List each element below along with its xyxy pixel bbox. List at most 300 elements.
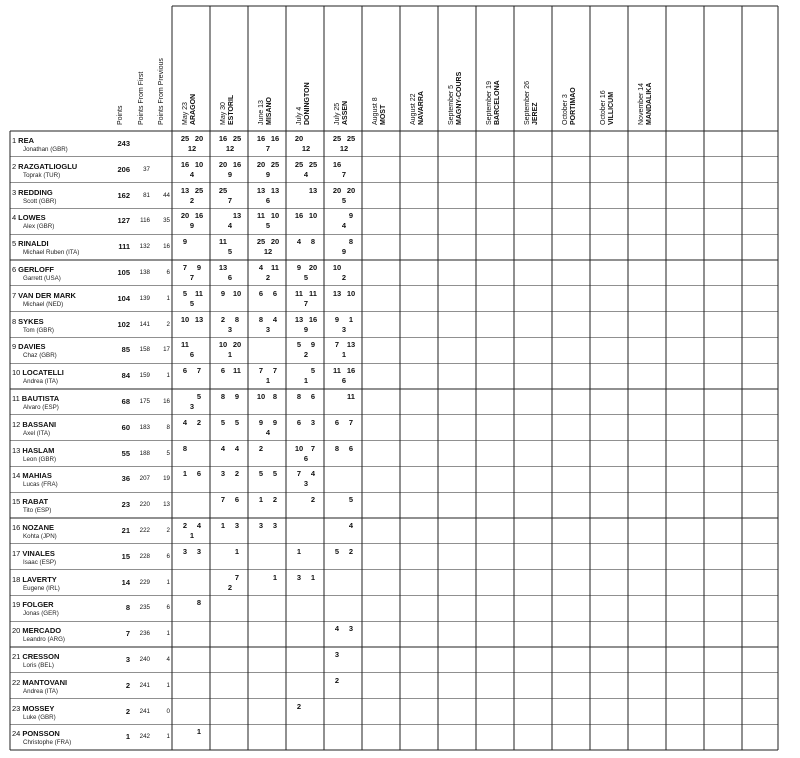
rider-first-name: Tom xyxy=(23,326,35,334)
rider-details xyxy=(23,481,58,488)
superpole-points: 9 xyxy=(303,324,309,334)
event-date: September 19 xyxy=(486,81,493,125)
superpole-points: 6 xyxy=(189,350,195,360)
rider-points: 68 xyxy=(121,397,130,406)
superpole-points: 2 xyxy=(265,273,271,282)
race2-points: 10 xyxy=(346,288,356,298)
rider-points: 104 xyxy=(117,293,130,303)
rider-surname: LOWES xyxy=(18,213,46,223)
superpole-points: 7 xyxy=(189,273,195,282)
race-cell xyxy=(172,649,210,671)
rider-first-name: Tito xyxy=(23,507,34,515)
race-cell xyxy=(248,391,286,413)
rider-name xyxy=(12,136,34,145)
rider-surname: MERCADO xyxy=(22,626,62,636)
race1-points: 4 xyxy=(182,417,188,427)
superpole-points: 1 xyxy=(189,531,195,540)
rider-points: 8 xyxy=(125,603,130,613)
race-cell xyxy=(210,701,248,723)
race-cell xyxy=(172,572,210,594)
race1-points: 5 xyxy=(220,417,226,427)
points-from-first: 228 xyxy=(139,552,150,560)
event-date: July 25 xyxy=(334,102,341,125)
table-row xyxy=(0,724,800,750)
race1-points: 1 xyxy=(296,546,302,556)
table-row xyxy=(0,337,800,363)
race2-points: 2 xyxy=(272,495,278,505)
rider-surname: MAHIAS xyxy=(22,471,52,481)
race-cell xyxy=(324,314,362,336)
points-from-first: 158 xyxy=(139,346,150,354)
race-cell xyxy=(210,675,248,697)
rider-position: 7 xyxy=(12,290,17,300)
points-from-first: 241 xyxy=(139,681,150,689)
race2-points: 9 xyxy=(348,211,354,221)
points-from-first: 37 xyxy=(143,165,150,173)
race2-points: 5 xyxy=(272,469,278,479)
race2-points: 10 xyxy=(194,159,204,169)
rider-position: 22 xyxy=(12,677,21,687)
event-date: August 8 xyxy=(372,97,379,125)
points-from-first: 236 xyxy=(139,630,150,638)
rider-position: 19 xyxy=(12,600,21,610)
race-cell xyxy=(286,623,324,645)
superpole-points: 6 xyxy=(265,195,271,205)
superpole-points: 9 xyxy=(265,169,271,179)
rider-first-name: Toprak xyxy=(23,171,42,179)
rider-details xyxy=(23,378,58,385)
superpole-points: 3 xyxy=(265,324,271,334)
race1-points: 2 xyxy=(334,675,340,685)
race1-points: 13 xyxy=(332,288,342,298)
points-from-first: 207 xyxy=(139,475,150,483)
table-row xyxy=(0,570,800,596)
race2-points: 25 xyxy=(346,134,356,143)
race2-points: 10 xyxy=(232,288,242,298)
race2-points: 7 xyxy=(196,366,202,376)
race1-points: 16 xyxy=(332,159,342,169)
points-from-previous: 16 xyxy=(163,243,170,251)
race2-points: 1 xyxy=(196,727,202,737)
race2-points: 25 xyxy=(232,134,242,143)
rider-first-name: Andrea xyxy=(23,687,43,695)
rider-points: 162 xyxy=(117,190,130,200)
header-event xyxy=(334,101,350,125)
race-cell xyxy=(324,468,362,490)
rider-first-name: Leandro xyxy=(23,636,46,644)
points-from-previous: 13 xyxy=(163,501,170,509)
race1-points: 10 xyxy=(218,340,228,350)
rider-nation: (FRA) xyxy=(41,481,58,489)
rider-nation: (IRL) xyxy=(46,584,60,592)
rider-name xyxy=(12,394,59,403)
race-cell xyxy=(172,726,210,748)
table-row xyxy=(0,183,800,209)
race2-points: 2 xyxy=(196,417,202,427)
header-event xyxy=(524,81,540,125)
event-name: DONINGTON xyxy=(304,82,311,125)
race-cell xyxy=(248,649,286,671)
points-from-previous: 8 xyxy=(166,423,170,431)
rider-first-name: Eugene xyxy=(23,584,45,592)
race-cell xyxy=(248,365,286,387)
race1-points: 10 xyxy=(294,443,304,453)
rider-position: 15 xyxy=(12,497,21,507)
superpole-points: 7 xyxy=(265,144,271,153)
race1-points: 4 xyxy=(220,443,226,453)
table-row xyxy=(0,234,800,260)
points-from-first: 188 xyxy=(139,449,150,457)
superpole-points: 3 xyxy=(303,479,309,489)
race-cell xyxy=(210,159,248,181)
rider-nation: (ESP) xyxy=(34,507,52,515)
rider-position: 1 xyxy=(12,136,17,145)
race-cell xyxy=(210,623,248,645)
race1-points: 16 xyxy=(294,211,304,221)
race2-points: 5 xyxy=(348,495,354,505)
race1-points: 25 xyxy=(256,237,266,247)
event-name: PORTIMAO xyxy=(570,87,577,125)
superpole-points: 6 xyxy=(341,376,347,386)
rider-details xyxy=(23,172,60,179)
race2-points: 5 xyxy=(234,417,240,427)
race1-points: 16 xyxy=(256,134,266,143)
rider-details xyxy=(23,198,56,205)
race-cell xyxy=(324,546,362,568)
rider-position: 3 xyxy=(12,187,17,197)
race-cell xyxy=(248,623,286,645)
rider-points: 243 xyxy=(117,139,130,148)
race-cell xyxy=(324,288,362,310)
rider-position: 20 xyxy=(12,626,21,636)
race-cell xyxy=(286,701,324,723)
header-event xyxy=(296,82,312,125)
superpole-points: 2 xyxy=(303,350,309,360)
event-date: August 22 xyxy=(410,93,417,125)
event-date: May 30 xyxy=(220,102,227,125)
superpole-points: 5 xyxy=(341,195,347,205)
points-from-previous: 4 xyxy=(166,656,170,663)
rider-position: 5 xyxy=(12,239,17,249)
rider-first-name: Michael xyxy=(23,300,45,308)
rider-first-name: Chaz xyxy=(23,352,38,360)
rider-nation: (GBR) xyxy=(38,713,56,721)
race2-points: 2 xyxy=(234,469,240,479)
points-from-previous: 6 xyxy=(166,604,170,612)
race2-points: 3 xyxy=(196,546,202,556)
superpole-points: 12 xyxy=(301,144,311,153)
race1-points: 3 xyxy=(220,469,226,479)
superpole-points: 4 xyxy=(227,221,233,231)
superpole-points: 12 xyxy=(263,247,273,257)
race-cell xyxy=(286,236,324,258)
rider-points: 23 xyxy=(121,500,130,510)
header-event xyxy=(486,80,502,125)
rider-details xyxy=(23,714,56,721)
rider-name xyxy=(12,446,54,455)
rider-nation: (USA) xyxy=(44,275,61,282)
rider-surname: LAVERTY xyxy=(22,574,57,584)
rider-details xyxy=(23,352,57,359)
rider-first-name: Michael Ruben xyxy=(23,249,65,257)
rider-nation: (GBR) xyxy=(38,197,57,205)
header-event xyxy=(562,87,578,125)
rider-details xyxy=(23,456,56,463)
rider-surname: FOLGER xyxy=(22,600,54,610)
event-date: September 5 xyxy=(448,84,455,125)
race2-points: 11 xyxy=(195,288,203,298)
race2-points: 6 xyxy=(234,495,240,505)
race2-points: 20 xyxy=(194,134,204,143)
race-cell xyxy=(248,494,286,516)
race1-points: 1 xyxy=(258,495,264,505)
race2-points: 10 xyxy=(308,211,318,221)
race1-points: 4 xyxy=(334,624,340,634)
race-cell xyxy=(248,159,286,181)
race-cell xyxy=(324,675,362,697)
points-from-first: 81 xyxy=(143,191,150,199)
rider-surname: MOSSEY xyxy=(22,703,55,713)
superpole-points: 5 xyxy=(227,247,233,257)
points-from-previous: 16 xyxy=(163,398,170,405)
rider-name xyxy=(12,291,76,300)
rider-details xyxy=(23,301,63,308)
rider-name xyxy=(12,626,61,635)
rider-points: 55 xyxy=(121,448,130,458)
race1-points: 25 xyxy=(180,134,190,143)
rider-name xyxy=(12,317,44,326)
superpole-points: 4 xyxy=(341,221,347,231)
header-event xyxy=(638,83,654,125)
race2-points: 16 xyxy=(194,211,204,221)
race2-points: 9 xyxy=(234,392,240,401)
race1-points: 9 xyxy=(296,263,302,272)
table-row xyxy=(0,595,800,621)
points-from-previous: 1 xyxy=(166,733,170,741)
points-from-previous: 17 xyxy=(163,346,170,354)
race1-points: 10 xyxy=(256,392,266,401)
race2-points: 4 xyxy=(272,314,278,324)
race1-points: 8 xyxy=(182,443,188,453)
rider-first-name: Lucas xyxy=(23,481,40,489)
rider-surname: DAVIES xyxy=(18,342,46,352)
rider-nation: (FRA) xyxy=(54,739,72,747)
rider-first-name: Axel xyxy=(23,429,36,437)
race2-points: 1 xyxy=(272,572,278,582)
race-cell xyxy=(172,339,210,361)
superpole-points: 12 xyxy=(187,144,197,153)
points-from-first: 220 xyxy=(139,501,150,509)
rider-position: 2 xyxy=(12,161,17,171)
race2-points: 4 xyxy=(196,521,202,530)
race-cell xyxy=(248,339,286,361)
race1-points: 20 xyxy=(218,159,228,169)
rider-details xyxy=(23,223,54,230)
race1-points: 7 xyxy=(296,469,302,479)
superpole-points: 7 xyxy=(341,169,347,179)
race-cell xyxy=(210,649,248,671)
points-from-previous: 2 xyxy=(166,320,170,328)
race2-points: 8 xyxy=(348,237,354,247)
race1-points: 11 xyxy=(333,366,341,376)
rider-position: 8 xyxy=(12,316,17,326)
points-from-previous: 44 xyxy=(163,191,170,199)
superpole-points: 3 xyxy=(189,402,195,411)
event-name: ARAGON xyxy=(190,93,197,125)
header-event xyxy=(182,94,198,125)
points-from-previous: 1 xyxy=(166,630,170,638)
superpole-points: 4 xyxy=(303,169,309,179)
race-cell xyxy=(324,520,362,542)
rider-first-name: Jonas xyxy=(23,610,40,618)
rider-position: 14 xyxy=(12,471,21,481)
rider-details xyxy=(23,327,54,334)
event-name: ASSEN xyxy=(342,100,349,125)
rider-points: 60 xyxy=(121,422,130,432)
header-event xyxy=(258,97,274,125)
race1-points: 3 xyxy=(182,546,188,556)
rider-name xyxy=(12,213,46,222)
rider-surname: REA xyxy=(18,136,35,145)
race-cell xyxy=(324,236,362,258)
rider-points: 14 xyxy=(121,577,130,587)
race-cell xyxy=(172,185,210,207)
table-row xyxy=(0,647,800,673)
rider-first-name: Kohta xyxy=(23,533,40,540)
rider-nation: (JPN) xyxy=(40,533,57,540)
superpole-points: 6 xyxy=(227,273,233,282)
rider-details xyxy=(23,507,51,514)
superpole-points: 7 xyxy=(227,195,233,205)
race-cell xyxy=(248,314,286,336)
race1-points: 5 xyxy=(296,340,302,350)
race-cell xyxy=(172,314,210,336)
superpole-points: 5 xyxy=(303,273,309,282)
event-name: MOST xyxy=(380,104,387,125)
rider-details xyxy=(23,636,65,643)
race-cell xyxy=(248,675,286,697)
superpole-points: 2 xyxy=(189,195,195,205)
race2-points: 25 xyxy=(270,159,280,169)
race-cell xyxy=(210,572,248,594)
rider-details xyxy=(23,585,60,592)
rider-nation: (GER) xyxy=(41,610,59,618)
race1-points: 11 xyxy=(181,340,189,350)
rider-points: 2 xyxy=(125,680,130,690)
race-cell xyxy=(210,262,248,284)
race1-points: 11 xyxy=(257,211,265,221)
rider-surname: BAUTISTA xyxy=(21,394,60,403)
rider-surname: CRESSON xyxy=(22,652,60,661)
rider-position: 18 xyxy=(12,574,21,584)
rider-position: 24 xyxy=(12,729,21,739)
race-cell xyxy=(210,597,248,619)
rider-first-name: Jonathan xyxy=(23,146,49,153)
race2-points: 3 xyxy=(348,624,354,634)
race2-points: 11 xyxy=(309,288,317,298)
race1-points: 13 xyxy=(180,185,190,195)
rider-position: 11 xyxy=(12,394,20,403)
rider-first-name: Leon xyxy=(23,455,37,463)
race-cell xyxy=(172,520,210,542)
race2-points: 7 xyxy=(310,443,316,453)
rider-position: 4 xyxy=(12,213,17,223)
race2-points: 6 xyxy=(348,443,354,453)
race2-points: 20 xyxy=(232,340,242,350)
points-from-first: 175 xyxy=(139,398,150,405)
race2-points: 10 xyxy=(270,211,280,221)
race-cell xyxy=(324,494,362,516)
race2-points: 20 xyxy=(270,237,280,247)
race2-points: 4 xyxy=(310,469,316,479)
rider-points: 111 xyxy=(118,242,130,252)
rider-details xyxy=(23,559,56,566)
race2-points: 6 xyxy=(310,392,316,401)
rider-name xyxy=(12,162,77,171)
rider-surname: BASSANI xyxy=(22,419,57,429)
race-cell xyxy=(286,365,324,387)
race-cell xyxy=(172,546,210,568)
race-cell xyxy=(286,546,324,568)
race-cell xyxy=(172,597,210,619)
race2-points: 3 xyxy=(272,521,278,530)
race1-points: 25 xyxy=(218,185,228,195)
rider-details xyxy=(23,533,57,540)
race-cell xyxy=(286,133,324,155)
superpole-points: 12 xyxy=(339,144,349,153)
rider-name xyxy=(12,600,54,609)
race1-points: 25 xyxy=(294,159,304,169)
race2-points: 16 xyxy=(270,134,280,143)
race-cell xyxy=(286,159,324,181)
race-cell xyxy=(286,314,324,336)
race-cell xyxy=(210,494,248,516)
race-cell xyxy=(210,314,248,336)
table-row xyxy=(0,208,800,234)
race-cell xyxy=(286,572,324,594)
event-name: MAGNY-COURS xyxy=(456,71,463,125)
race-cell xyxy=(248,520,286,542)
race1-points: 11 xyxy=(219,237,227,247)
rider-points: 102 xyxy=(117,319,130,329)
race2-points: 13 xyxy=(346,340,356,350)
race-cell xyxy=(248,288,286,310)
points-from-previous: 1 xyxy=(166,681,170,689)
race1-points: 7 xyxy=(182,263,188,272)
superpole-points: 9 xyxy=(341,247,347,257)
table-row xyxy=(0,131,800,157)
rider-name xyxy=(12,652,59,661)
race-cell xyxy=(172,236,210,258)
race-cell xyxy=(286,185,324,207)
points-from-previous: 19 xyxy=(163,475,170,483)
points-from-first: 229 xyxy=(139,578,150,586)
race-cell xyxy=(210,726,248,748)
race-cell xyxy=(172,468,210,490)
points-from-first: 132 xyxy=(139,243,150,251)
superpole-points: 6 xyxy=(303,453,309,463)
race-cell xyxy=(172,159,210,181)
race1-points: 13 xyxy=(256,185,266,195)
rider-points: 2 xyxy=(125,706,130,716)
rider-points: 85 xyxy=(121,345,130,355)
race1-points: 3 xyxy=(258,521,264,530)
rider-name xyxy=(12,678,67,687)
rider-details xyxy=(23,610,59,617)
race1-points: 2 xyxy=(182,521,188,530)
race-cell xyxy=(324,443,362,465)
rider-first-name: Isaac xyxy=(23,558,38,566)
